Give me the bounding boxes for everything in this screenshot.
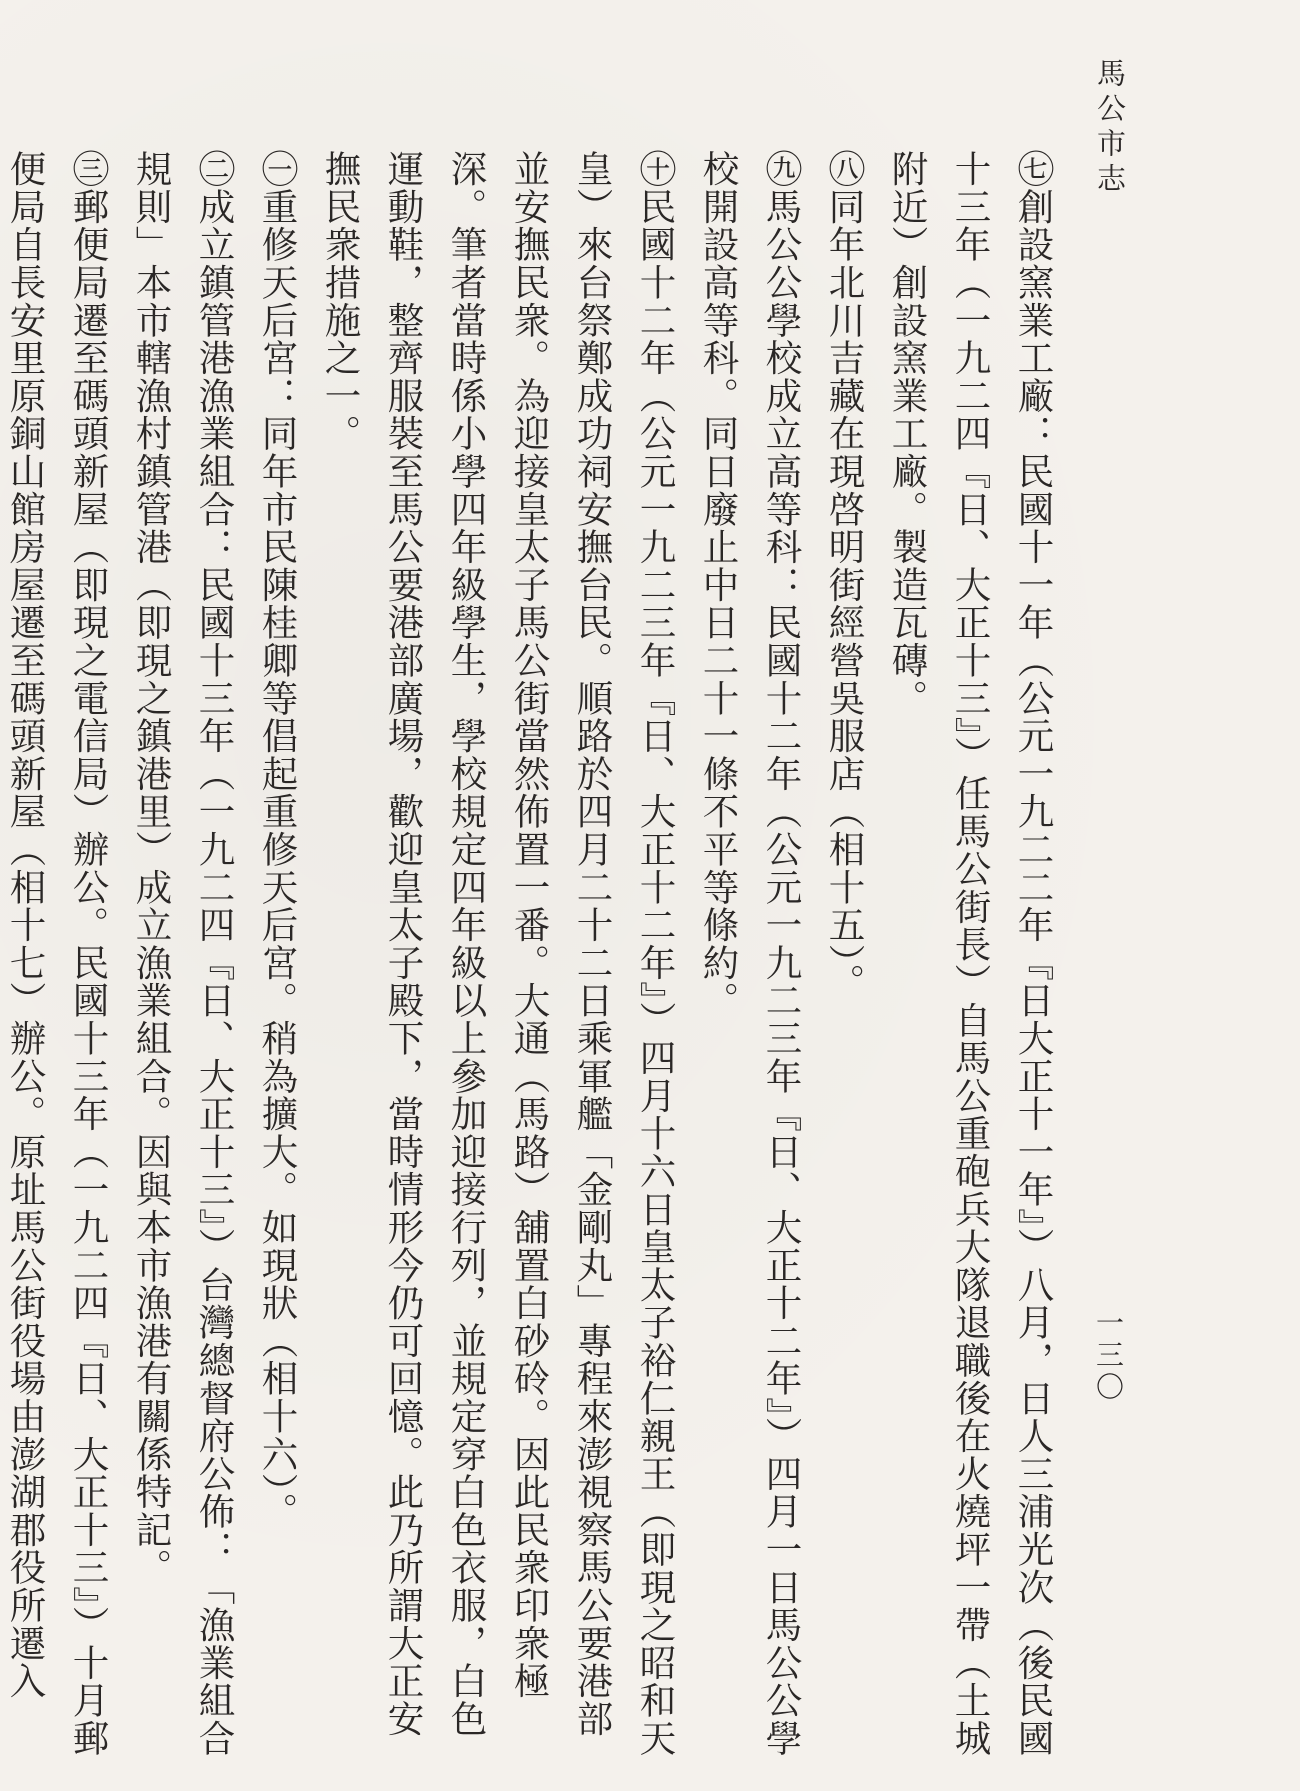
paragraph-2 bbox=[813, 150, 876, 1760]
paragraph-5 bbox=[246, 150, 309, 1760]
paragraph-text: 成立鎮管港漁業組合：民國十三年（一九二四『日、大正十三』）台灣總督府公佈：「漁業組合規則」本市轄漁村鎮管港（即現之鎮港里）成立漁業組合。因與本市漁港有關係特記。 bbox=[130, 150, 236, 1758]
paragraph-text: 民國十二年（公元一九二三年『日、大正十二年』）四月十六日皇太子裕仁親王（即現之昭和天皇）來台祭鄭成功祠安撫台民。順路於四月二十二日乘軍艦「金剛丸」專程來澎視察馬公要港部並安撫民衆。為迎接皇太子馬公街當然佈置一番。大通（馬路）舖置白砂砱。因此民衆印衆極深。筆者當時係小學四年級學生，學校規定四年級以上參加迎接行列，並規定穿白色衣服，白色運動鞋，整齊服裝至馬公要港部廣場，歡迎皇太子殿下，當時情形今仍可回憶。此乃所謂大正安撫民衆措施之一。 bbox=[319, 150, 677, 1758]
item-marker: ㊁ bbox=[193, 150, 236, 188]
paragraph-text: 重修天后宮：同年市民陳桂卿等倡起重修天后宮。稍為擴大。如現狀（相十六）。 bbox=[256, 187, 299, 1531]
paragraph-text: 馬公公學校成立高等科：民國十二年（公元一九二三年『日、大正十二年』）四月一日馬公公學校開設高等科。同日廢止中日二十一條不平等條約。 bbox=[697, 150, 803, 1758]
paragraph-text: 同年北川吉藏在現啓明街經營吳服店（相十五）。 bbox=[823, 187, 866, 1002]
item-marker: ㊉ bbox=[634, 150, 677, 188]
paragraph-3 bbox=[687, 150, 813, 1760]
page-number: 一三〇 bbox=[1092, 1308, 1125, 1404]
paragraph-1 bbox=[876, 150, 1065, 1760]
item-marker: ㊇ bbox=[823, 150, 866, 188]
item-marker: ㊀ bbox=[256, 150, 299, 188]
body-text bbox=[4, 150, 1065, 1760]
paragraph-4 bbox=[309, 150, 687, 1760]
item-marker: ㊈ bbox=[760, 150, 803, 188]
item-marker: ㊂ bbox=[67, 150, 110, 188]
paragraph-text: 創設窯業工廠：民國十一年（公元一九二二年『日大正十一年』）八月，日人三浦光次（後民國十三年（一九二四『日、大正十三』）任馬公街長）自馬公重砲兵大隊退職後在火燒坪一帶（土城附近）創設窯業工廠。製造瓦磚。 bbox=[886, 150, 1055, 1758]
item-marker: ㊆ bbox=[1012, 150, 1055, 188]
paragraph-7 bbox=[0, 150, 120, 1760]
paragraph-text: 郵便局遷至碼頭新屋（即現之電信局）辦公。民國十三年（一九二四『日、大正十三』）十月郵便局自長安里原銅山館房屋遷至碼頭新屋（相十七）辦公。原址馬公街役場由澎湖郡役所遷入 bbox=[4, 150, 110, 1758]
running-title: 馬公市志 bbox=[1093, 58, 1127, 198]
paragraph-6 bbox=[120, 150, 246, 1760]
